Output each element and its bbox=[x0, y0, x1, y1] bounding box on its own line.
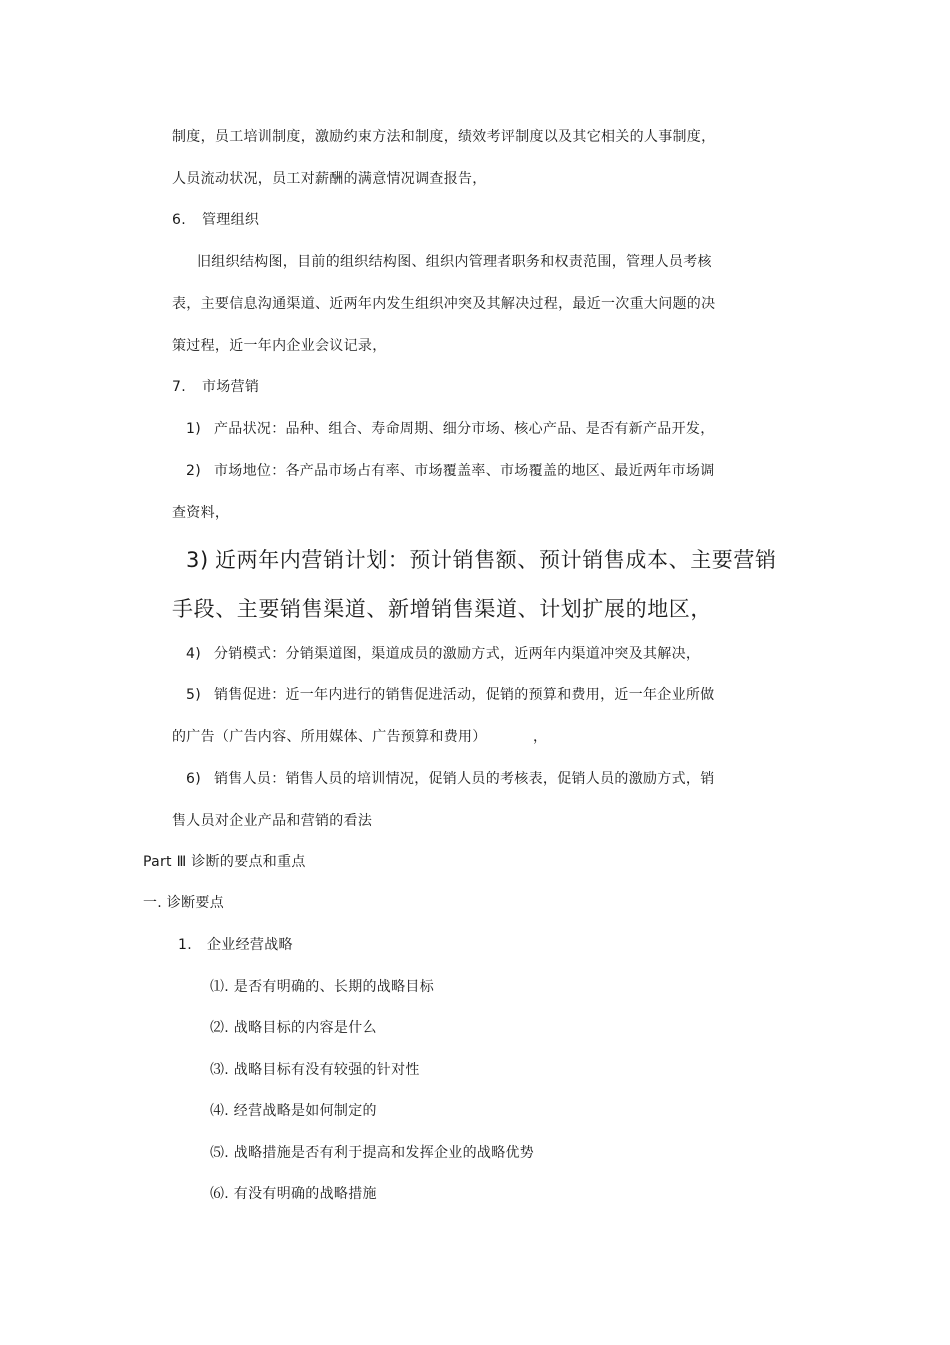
paragraph-line: 表，主要信息沟通渠道、近两年内发生组织冲突及其解决过程，最近一次重大问题的决 bbox=[172, 296, 716, 312]
list-marker: 1) bbox=[186, 421, 201, 437]
paragraph-line: 人员流动状况，员工对薪酬的满意情况调查报告， bbox=[172, 171, 487, 187]
list-marker: 4) bbox=[186, 646, 201, 662]
section-number: 7. bbox=[172, 379, 186, 395]
list-item: ⑵. 战略目标的内容是什么 bbox=[210, 1020, 377, 1036]
section-heading: 市场营销 bbox=[202, 379, 260, 395]
paragraph-line: 策过程，近一年内企业会议记录， bbox=[172, 338, 387, 354]
list-item-text: 销售人员：销售人员的培训情况，促销人员的考核表，促销人员的激励方式，销 bbox=[214, 771, 715, 787]
list-marker: 3) bbox=[186, 548, 209, 572]
list-item-text: 查资料， bbox=[172, 505, 230, 521]
section-heading: 管理组织 bbox=[202, 212, 260, 228]
part-heading: Part Ⅲ 诊断的要点和重点 bbox=[143, 854, 306, 870]
paragraph-line: 旧组织结构图，目前的组织结构图、组织内管理者职务和权责范围，管理人员考核 bbox=[197, 254, 712, 270]
list-item-text-large: 手段、主要销售渠道、新增销售渠道、计划扩展的地区， bbox=[172, 597, 712, 621]
list-marker: 5) bbox=[186, 687, 201, 703]
list-item: ⑷. 经营战略是如何制定的 bbox=[210, 1103, 377, 1119]
paragraph-line: 制度，员工培训制度，激励约束方法和制度，绩效考评制度以及其它相关的人事制度， bbox=[172, 129, 716, 145]
list-item-text: 的广告（广告内容、所用媒体、广告预算和费用） bbox=[172, 729, 487, 745]
list-item-text: 产品状况：品种、组合、寿命周期、细分市场、核心产品、是否有新产品开发， bbox=[214, 421, 715, 437]
list-item: ⑹. 有没有明确的战略措施 bbox=[210, 1186, 377, 1202]
section-number: 1. bbox=[178, 937, 192, 953]
list-item: ⑸. 战略措施是否有利于提高和发挥企业的战略优势 bbox=[210, 1145, 535, 1161]
list-item-text-large: 近两年内营销计划：预计销售额、预计销售成本、主要营销 bbox=[215, 548, 777, 572]
list-item: ⑴. 是否有明确的、长期的战略目标 bbox=[210, 979, 434, 995]
list-item-text: ， bbox=[533, 729, 548, 745]
section-heading: 企业经营战略 bbox=[207, 937, 293, 953]
list-item: ⑶. 战略目标有没有较强的针对性 bbox=[210, 1062, 420, 1078]
list-marker: 6) bbox=[186, 771, 201, 787]
list-item-text: 市场地位：各产品市场占有率、市场覆盖率、市场覆盖的地区、最近两年市场调 bbox=[214, 463, 715, 479]
chapter-heading: 一. 诊断要点 bbox=[143, 895, 224, 911]
list-item-text: 售人员对企业产品和营销的看法 bbox=[172, 813, 373, 829]
list-item-text: 销售促进：近一年内进行的销售促进活动，促销的预算和费用，近一年企业所做 bbox=[214, 687, 715, 703]
section-number: 6. bbox=[172, 212, 186, 228]
list-item-text: 分销模式：分销渠道图，渠道成员的激励方式，近两年内渠道冲突及其解决， bbox=[214, 646, 701, 662]
list-marker: 2) bbox=[186, 463, 201, 479]
